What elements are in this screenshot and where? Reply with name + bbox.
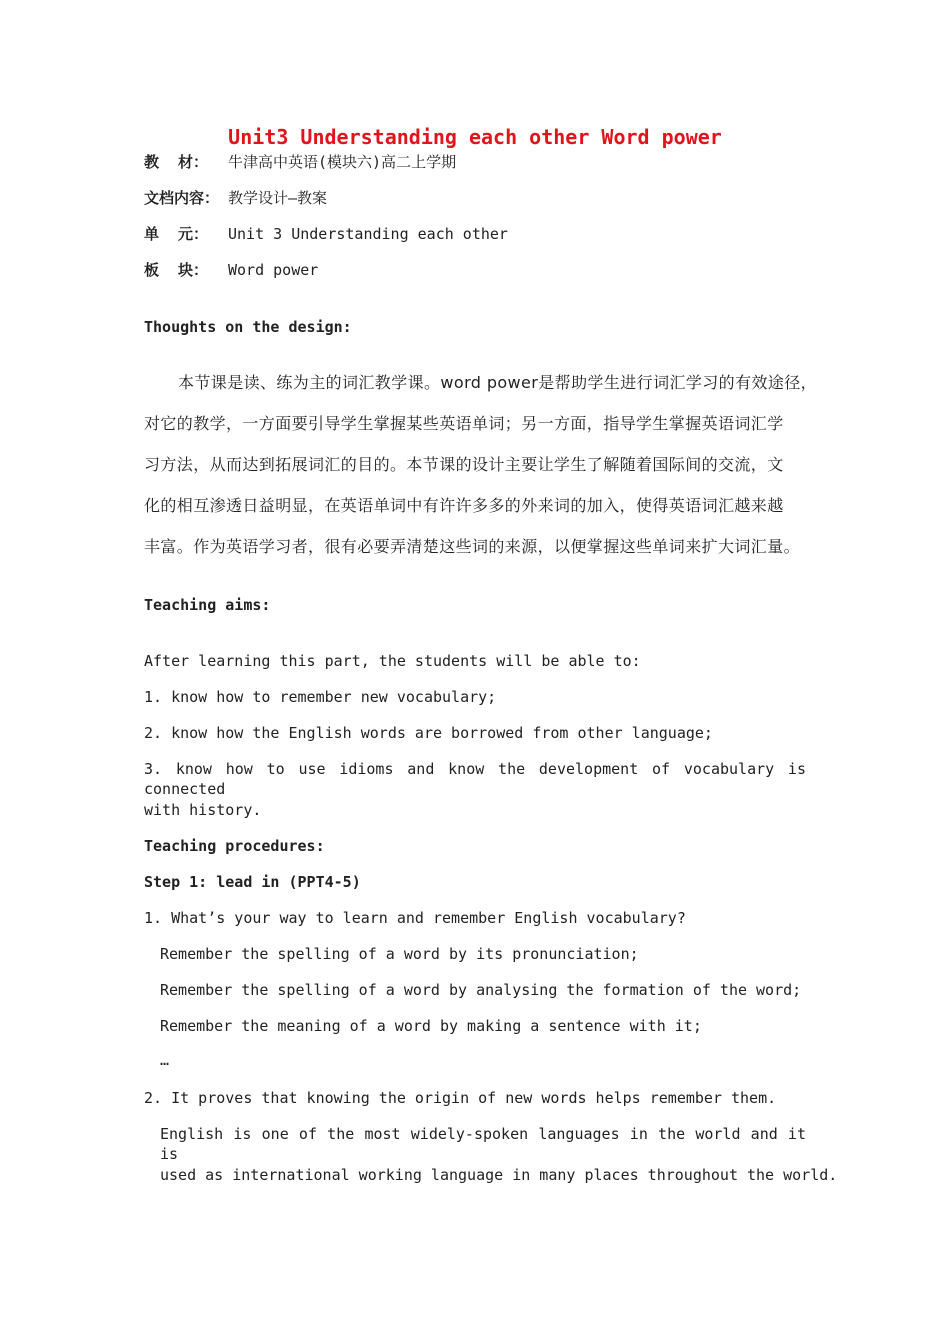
design-paragraph-line: 化的相互渗透日益明显，在英语单词中有许许多多的外来词的加入，使得英语词汇越来越 [144,496,784,515]
design-paragraph-line: 习方法，从而达到拓展词汇的目的。本节课的设计主要让学生了解随着国际间的交流，文 [144,455,784,474]
design-paragraph-line: 本节课是读、练为主的词汇教学课。word power是帮助学生进行词汇学习的有效途径， [178,373,818,392]
meta-label-suffix: 元： [178,225,209,243]
paragraph-line: English is one of the most widely-spoken languages in the world and it is [160,1125,806,1163]
step-heading: Step 1: lead in (PPT4-5) [144,873,361,891]
aims-intro: After learning this part, the students will be able to: [144,652,641,670]
design-paragraph-line: 对它的教学，一方面要引导学生掌握某些英语单词；另一方面，指导学生掌握英语词汇学 [144,414,784,433]
meta-value: 教学设计—教案 [228,189,328,207]
meta-value: 牛津高中英语(模块六)高二上学期 [228,153,457,171]
meta-row-textbook [144,152,456,172]
document-title: Unit3 Understanding each other Word power [228,125,722,149]
answer-line: Remember the spelling of a word by analysing the formation of the word; [160,981,802,999]
ellipsis: … [160,1051,170,1069]
meta-row-unit [144,224,508,244]
meta-value: Unit 3 Understanding each other [228,225,508,243]
meta-label: 文档内容 [144,189,205,207]
answer-line: Remember the meaning of a word by making a sentence with it; [160,1017,702,1035]
meta-label-suffix: ： [204,189,220,207]
meta-value: Word power [228,261,319,279]
answer-line: Remember the spelling of a word by its pronunciation; [160,945,639,963]
meta-label-suffix: 块： [178,261,209,279]
question: 2. It proves that knowing the origin of new words helps remember them. [144,1089,777,1107]
aims-item: 3. know how to use idioms and know the development of vocabulary is connected [144,760,806,798]
aims-item-continuation: with history. [144,801,262,819]
meta-row-section [144,260,318,280]
meta-label-suffix: 材： [178,153,209,171]
meta-row-content [144,188,327,208]
aims-heading: Teaching aims: [144,596,271,614]
design-heading: Thoughts on the design: [144,318,352,336]
aims-item: 1. know how to remember new vocabulary; [144,688,497,706]
procedures-heading: Teaching procedures: [144,837,325,855]
aims-item: 2. know how the English words are borrowed from other language; [144,724,713,742]
meta-label: 教 [144,153,160,171]
paragraph-line: used as international working language in many places throughout the world. [160,1166,838,1184]
meta-label: 单 [144,225,160,243]
question: 1. What’s your way to learn and remember English vocabulary? [144,909,686,927]
meta-label: 板 [144,261,160,279]
design-paragraph-line: 丰富。作为英语学习者，很有必要弄清楚这些词的来源，以便掌握这些单词来扩大词汇量。 [144,537,801,556]
